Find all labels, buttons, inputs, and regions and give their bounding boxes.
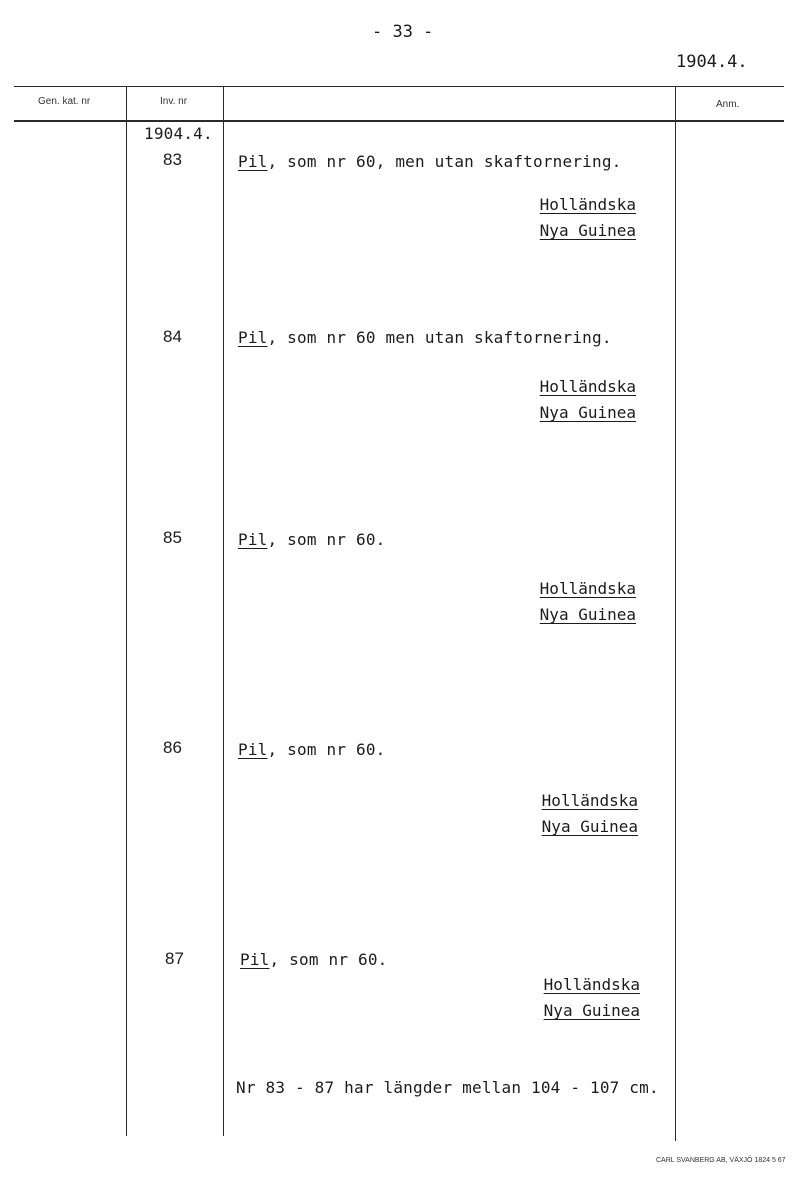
object-name: Pil — [238, 152, 268, 171]
inv-number: 86 — [163, 738, 182, 757]
region-label — [436, 192, 636, 244]
object-name: Pil — [238, 740, 268, 759]
region-line-1: Holländska — [539, 195, 636, 214]
table-top-rule — [14, 86, 784, 87]
entry-description — [238, 530, 386, 549]
object-name: Pil — [240, 950, 270, 969]
column-header-gen-kat-nr: Gen. kat. nr — [38, 96, 91, 107]
column-header-anm: Anm. — [716, 99, 740, 110]
region-line-2: Nya Guinea — [541, 817, 638, 836]
column-header-inv-nr: Inv. nr — [160, 96, 188, 107]
description-text: , som nr 60 men utan skaftornering. — [267, 328, 612, 347]
page-number: - 33 - — [372, 22, 434, 42]
description-text: , som nr 60. — [269, 950, 388, 969]
inv-number: 83 — [163, 150, 182, 169]
entry-description — [240, 950, 388, 969]
header-date: 1904.4. — [676, 52, 748, 72]
description-text: , som nr 60. — [267, 530, 386, 549]
printer-footer: CARL SVANBERG AB, VÄXJÖ 1824 5 67 — [656, 1157, 786, 1164]
region-label — [440, 972, 640, 1024]
object-name: Pil — [238, 328, 268, 347]
table-header-rule — [14, 120, 784, 122]
column-divider-1 — [126, 86, 127, 1136]
region-line-2: Nya Guinea — [539, 403, 636, 422]
region-label — [436, 374, 636, 426]
object-name: Pil — [238, 530, 268, 549]
column-divider-3 — [675, 86, 676, 1141]
entry-description — [238, 740, 386, 759]
region-label — [436, 576, 636, 628]
description-text: , som nr 60. — [267, 740, 386, 759]
region-line-2: Nya Guinea — [539, 605, 636, 624]
region-line-1: Holländska — [539, 579, 636, 598]
inv-number: 87 — [165, 949, 184, 968]
length-note: Nr 83 - 87 har längder mellan 104 - 107 cm. — [236, 1078, 659, 1097]
region-label — [438, 788, 638, 840]
entry-description — [238, 328, 612, 347]
region-line-1: Holländska — [539, 377, 636, 396]
inv-number: 84 — [163, 327, 182, 346]
description-text: , som nr 60, men utan skaftornering. — [267, 152, 622, 171]
region-line-2: Nya Guinea — [539, 221, 636, 240]
inv-prefix: 1904.4. — [144, 124, 213, 143]
region-line-2: Nya Guinea — [543, 1001, 640, 1020]
region-line-1: Holländska — [543, 975, 640, 994]
region-line-1: Holländska — [541, 791, 638, 810]
column-divider-2 — [223, 86, 224, 1136]
inv-number: 85 — [163, 528, 182, 547]
entry-description — [238, 152, 621, 171]
